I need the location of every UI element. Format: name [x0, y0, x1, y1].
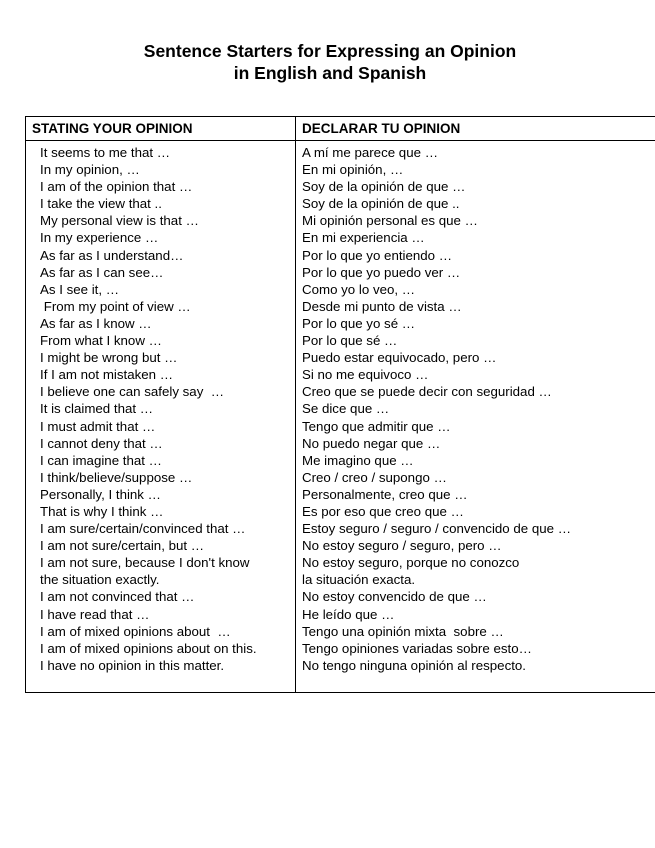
table-row — [26, 366, 655, 383]
english-phrase: In my experience … — [40, 230, 159, 246]
spanish-phrase: la situación exacta. — [302, 572, 416, 588]
spanish-phrase: Tengo una opinión mixta sobre … — [302, 623, 504, 639]
english-phrase: As far as I know … — [40, 315, 152, 331]
spanish-phrase: Personalmente, creo que … — [302, 486, 468, 502]
spanish-phrase: He leído que … — [302, 606, 395, 622]
table-row — [26, 349, 655, 366]
table-row — [26, 144, 655, 161]
spanish-phrase: Si no me equivoco … — [302, 367, 429, 383]
table-row — [26, 332, 655, 349]
table-row — [26, 281, 655, 298]
table-row — [26, 503, 655, 520]
spanish-phrase: Es por eso que creo que … — [302, 503, 464, 519]
title-line-2: in English and Spanish — [233, 63, 427, 83]
table-row — [26, 383, 655, 400]
phrases-table — [25, 116, 655, 693]
english-phrase: I take the view that .. — [40, 196, 162, 212]
spanish-phrase: En mi experiencia … — [302, 230, 425, 246]
english-phrase: If I am not mistaken … — [40, 367, 174, 383]
table-body — [26, 144, 655, 674]
spanish-phrase: Por lo que sé … — [302, 333, 398, 349]
table-row — [26, 606, 655, 623]
table-row — [26, 486, 655, 503]
spanish-phrase: No estoy convencido de que … — [302, 589, 487, 605]
english-phrase: I cannot deny that … — [40, 435, 163, 451]
table-row — [26, 195, 655, 212]
spanish-phrase: Estoy seguro / seguro / convencido de que … — [302, 521, 572, 537]
spanish-phrase: Puedo estar equivocado, pero … — [302, 350, 497, 366]
english-phrase: I have read that … — [40, 606, 150, 622]
table-row — [26, 264, 655, 281]
table-row — [26, 554, 655, 571]
spanish-phrase: Soy de la opinión de que … — [302, 179, 466, 195]
table-row — [26, 571, 655, 588]
spanish-phrase: Tengo opiniones variadas sobre esto… — [302, 640, 532, 656]
spanish-phrase: No tengo ninguna opinión al respecto. — [302, 657, 526, 673]
spanish-phrase: Como yo lo veo, … — [302, 281, 416, 297]
spanish-phrase: Mi opinión personal es que … — [302, 213, 478, 229]
english-phrase: It is claimed that … — [40, 401, 154, 417]
english-phrase: the situation exactly. — [40, 572, 160, 588]
english-phrase: I think/believe/suppose … — [40, 469, 193, 485]
english-phrase: I am of mixed opinions about on this. — [40, 640, 257, 656]
header-divider — [26, 140, 655, 141]
table-row — [26, 640, 655, 657]
english-phrase: As I see it, … — [40, 281, 120, 297]
english-phrase: I am not sure/certain, but … — [40, 538, 205, 554]
table-row — [26, 212, 655, 229]
table-row — [26, 520, 655, 537]
table-row — [26, 229, 655, 246]
table-row — [26, 400, 655, 417]
spanish-phrase: Soy de la opinión de que .. — [302, 196, 460, 212]
english-phrase: That is why I think … — [40, 503, 164, 519]
spanish-phrase: Por lo que yo entiendo … — [302, 247, 453, 263]
english-phrase: As far as I understand… — [40, 247, 184, 263]
table-row — [26, 469, 655, 486]
english-phrase: In my opinion, … — [40, 162, 140, 178]
english-phrase: I am not convinced that … — [40, 589, 195, 605]
header-spanish: DECLARAR TU OPINION — [302, 121, 461, 136]
table-row — [26, 588, 655, 605]
spanish-phrase: Tengo que admitir que … — [302, 418, 451, 434]
table-row — [26, 537, 655, 554]
header-english: STATING YOUR OPINION — [32, 121, 193, 136]
table-row — [26, 161, 655, 178]
spanish-phrase: No puedo negar que … — [302, 435, 441, 451]
english-phrase: As far as I can see… — [40, 264, 164, 280]
spanish-phrase: Se dice que … — [302, 401, 390, 417]
english-phrase: Personally, I think … — [40, 486, 161, 502]
spanish-phrase: Creo / creo / supongo … — [302, 469, 447, 485]
english-phrase: I must admit that … — [40, 418, 156, 434]
table-row — [26, 178, 655, 195]
spanish-phrase: Desde mi punto de vista … — [302, 298, 462, 314]
english-phrase: My personal view is that … — [40, 213, 199, 229]
table-row — [26, 298, 655, 315]
english-phrase: I can imagine that … — [40, 452, 162, 468]
table-row — [26, 315, 655, 332]
title-line-1: Sentence Starters for Expressing an Opinion — [143, 41, 517, 61]
table-row — [26, 452, 655, 469]
english-phrase: I am of the opinion that … — [40, 179, 193, 195]
spanish-phrase: Me imagino que … — [302, 452, 414, 468]
english-phrase: I am not sure, because I don't know — [40, 555, 250, 571]
english-phrase: I have no opinion in this matter. — [40, 657, 225, 673]
table-row — [26, 418, 655, 435]
english-phrase: I am sure/certain/convinced that … — [40, 521, 246, 537]
spanish-phrase: En mi opinión, … — [302, 162, 404, 178]
spanish-phrase: No estoy seguro / seguro, pero … — [302, 538, 502, 554]
spanish-phrase: No estoy seguro, porque no conozco — [302, 555, 520, 571]
spanish-phrase: Por lo que yo puedo ver … — [302, 264, 461, 280]
english-phrase: From my point of view … — [40, 298, 191, 314]
table-row — [26, 657, 655, 674]
english-phrase: I am of mixed opinions about … — [40, 623, 231, 639]
spanish-phrase: Creo que se puede decir con seguridad … — [302, 384, 552, 400]
english-phrase: It seems to me that … — [40, 145, 171, 160]
english-phrase: I might be wrong but … — [40, 350, 178, 366]
table-row — [26, 623, 655, 640]
spanish-phrase: A mí me parece que … — [302, 145, 438, 160]
english-phrase: From what I know … — [40, 333, 162, 349]
document-title — [0, 40, 655, 84]
table-row — [26, 435, 655, 452]
english-phrase: I believe one can safely say … — [40, 384, 225, 400]
spanish-phrase: Por lo que yo sé … — [302, 315, 416, 331]
table-row — [26, 247, 655, 264]
